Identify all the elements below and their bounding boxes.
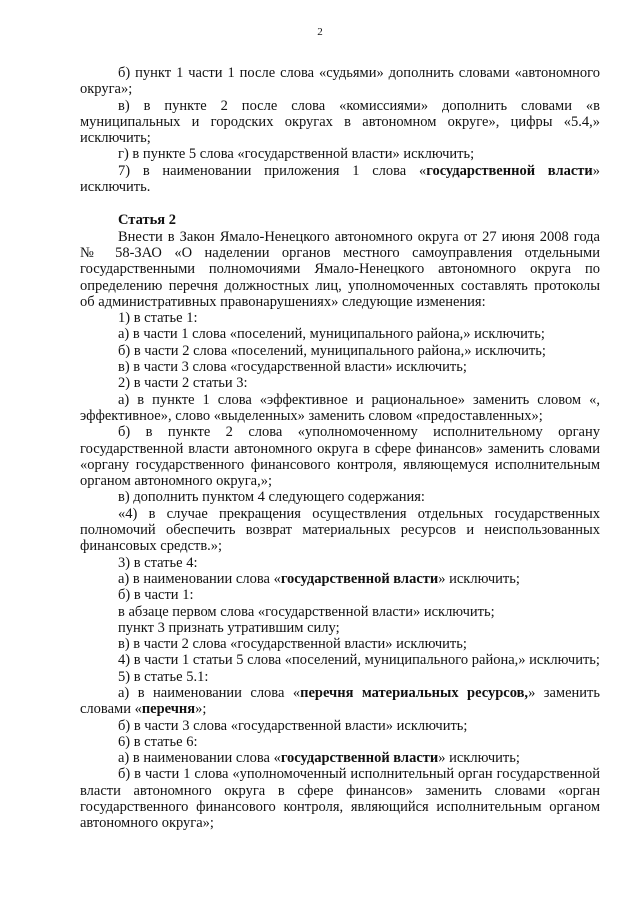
text-run: а) в наименовании слова «: [118, 570, 281, 587]
paragraph: [80, 750, 600, 766]
paragraph: в) в пункте 2 после слова «комиссиями» дополнить словами «в муниципальных и городских округах в автономном округе», цифры «5.4,» исключить;: [80, 97, 600, 147]
paragraph: а) в пункте 1 слова «эффективное и рациональное» заменить словом «, эффективное», слово «выделенных» заменить словом «предоставленных»;: [80, 391, 600, 424]
paragraph: в) дополнить пунктом 4 следующего содержания:: [118, 489, 425, 506]
paragraph: б) пункт 1 части 1 после слова «судьями» дополнить словами «автономного округа»;: [80, 65, 600, 98]
text-run: »;: [195, 701, 207, 718]
document-body: [80, 65, 600, 832]
paragraph: б) в части 1 слова «уполномоченный исполнительный орган государственной власти автономного округа в сфере финансов» заменить словами «орган государственного финансового контроля, являющийся исполнительным органом автономного округа»;: [80, 766, 600, 832]
article-intro: Внести в Закон Ямало-Ненецкого автономного округа от 27 июня 2008 года № 58-ЗАО «О наделении органов местного самоуправления отдельными государственными полномочиями Ямало-Ненецкого автономного округа по определению перечня должностных лиц, уполномоченных составлять протоколы об административных правонарушениях» следующие изменения:: [80, 228, 600, 310]
paragraph: [80, 571, 600, 587]
paragraph: [80, 685, 600, 718]
text-run: а) в наименовании слова «: [118, 750, 281, 767]
paragraph: г) в пункте 5 слова «государственной власти» исключить;: [118, 146, 475, 163]
bold-text: государственной власти: [280, 570, 439, 587]
paragraph: в) в части 2 слова «государственной власти» исключить;: [118, 636, 467, 653]
paragraph: в абзаце первом слова «государственной власти» исключить;: [118, 603, 495, 620]
bold-text: государственной власти: [280, 750, 439, 767]
paragraph: 6) в статье 6:: [118, 733, 198, 750]
text-run: » заменить словами «: [80, 684, 601, 718]
text-run: » исключить.: [80, 162, 600, 196]
paragraph: б) в пункте 2 слова «уполномоченному исполнительному органу государственной власти автономного округа в сфере финансов» заменить словами «органу государственного финансового контроля, являющемуся исполнительным органом автономного округа,»;: [80, 424, 600, 490]
paragraph: 1) в статье 1:: [118, 310, 198, 327]
paragraph: [80, 163, 600, 196]
article-title: Статья 2: [118, 212, 176, 229]
page-number: 2: [317, 26, 323, 38]
text-run: 7) в наименовании приложения 1 слова «: [118, 162, 427, 179]
paragraph: а) в части 1 слова «поселений, муниципального района,» исключить;: [118, 326, 545, 343]
paragraph: «4) в случае прекращения осуществления отдельных государственных полномочий обеспечить возврат материальных ресурсов и неиспользованных финансовых средств.»;: [80, 505, 600, 555]
paragraph: б) в части 1:: [118, 587, 194, 604]
bold-text: перечня материальных ресурсов,: [300, 684, 529, 701]
paragraph: 2) в части 2 статьи 3:: [118, 375, 248, 392]
text-run: » исключить;: [438, 750, 520, 767]
paragraph: 3) в статье 4:: [118, 554, 198, 571]
bold-text: государственной власти: [426, 162, 593, 179]
paragraph: б) в части 3 слова «государственной власти» исключить;: [118, 717, 468, 734]
paragraph: 4) в части 1 статьи 5 слова «поселений, муниципального района,» исключить;: [118, 652, 600, 669]
text-run: а) в наименовании слова «: [118, 684, 301, 701]
paragraph: в) в части 3 слова «государственной власти» исключить;: [118, 359, 467, 376]
bold-text: перечня: [141, 701, 196, 718]
text-run: » исключить;: [438, 570, 520, 587]
paragraph: 5) в статье 5.1:: [118, 668, 209, 685]
paragraph: б) в части 2 слова «поселений, муниципального района,» исключить;: [118, 342, 546, 359]
paragraph: пункт 3 признать утратившим силу;: [118, 619, 340, 636]
